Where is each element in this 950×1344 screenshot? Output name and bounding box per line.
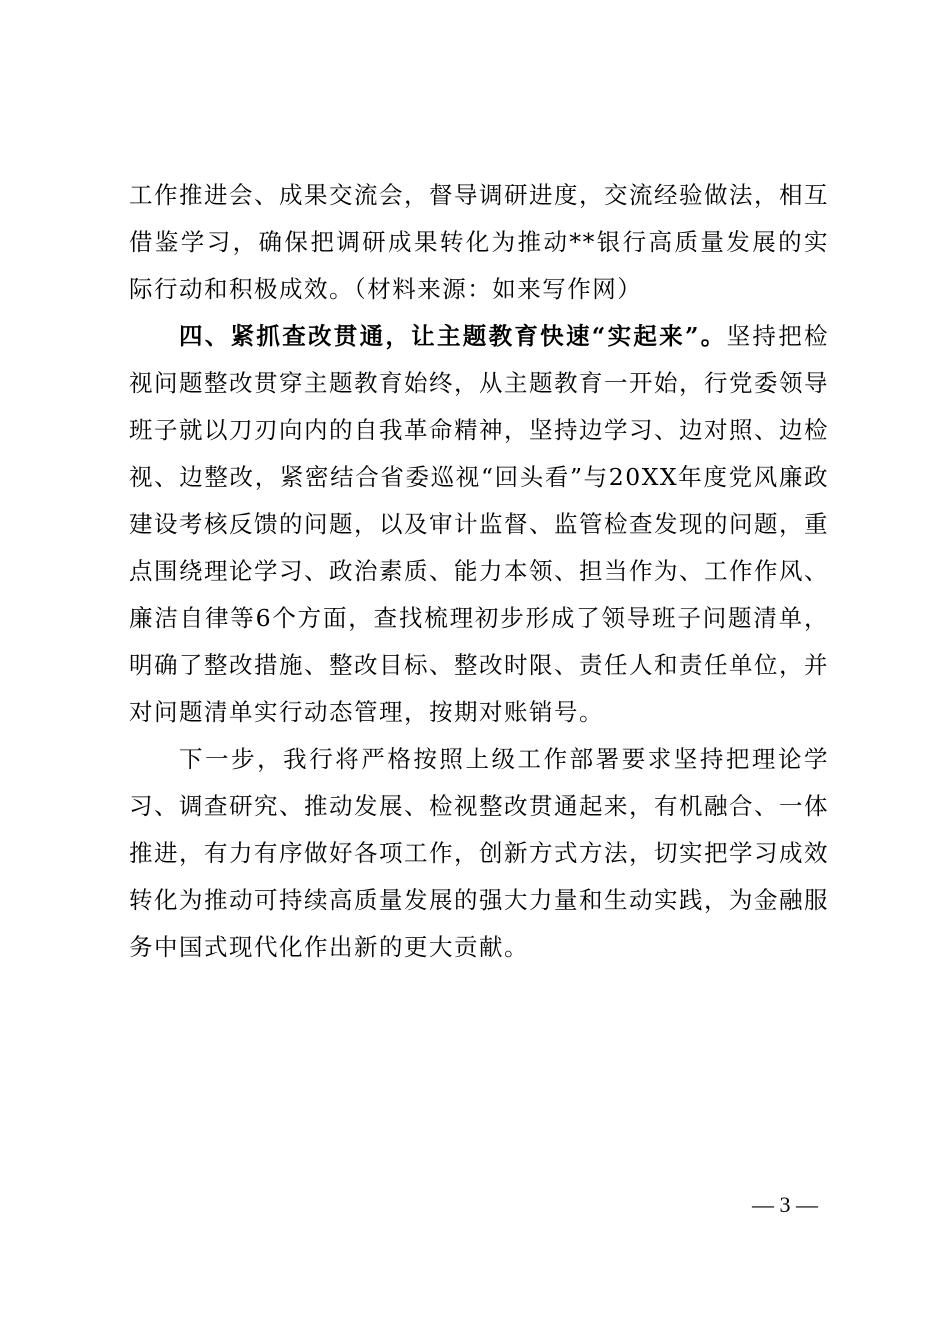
paragraph-next-steps — [129, 736, 829, 971]
paragraph-text: 坚持把检视问题整改贯穿主题教育始终，从主题教育一开始，行党委领导班子就以刀刃向内的自我革命精神，坚持边学习、边对照、边检视、边整改，紧密结合省委巡视“回头看”与20XX年度党风廉政建设考核反馈的问题，以及审计监督、监管检查发现的问题，重点围绕理论学习、政治素质、能力本领、担当作为、工作作风、廉洁自律等6个方面，查找梳理初步形成了领导班子问题清单，明确了整改措施、整改目标、整改时限、责任人和责任单位，并对问题清单实行动态管理，按期对账销号。 — [129, 322, 829, 726]
paragraph-text: 工作推进会、成果交流会，督导调研进度，交流经验做法，相互借鉴学习，确保把调研成果转化为推动**银行高质量发展的实际行动和积极成效。（材料来源：如来写作网） — [129, 181, 829, 303]
paragraph-section-four — [129, 313, 829, 736]
paragraph-continued — [129, 172, 829, 313]
body-text — [129, 172, 829, 971]
page-number: — 3 — — [752, 1192, 818, 1217]
paragraph-text: 下一步，我行将严格按照上级工作部署要求坚持把理论学习、调查研究、推动发展、检视整改贯通起来，有机融合、一体推进，有力有序做好各项工作，创新方式方法，切实把学习成效转化为推动可持续高质量发展的强大力量和生动实践，为金融服务中国式现代化作出新的更大贡献。 — [129, 745, 829, 961]
section-heading: 四、紧抓查改贯通，让主题教育快速“实起来”。 — [179, 322, 727, 350]
